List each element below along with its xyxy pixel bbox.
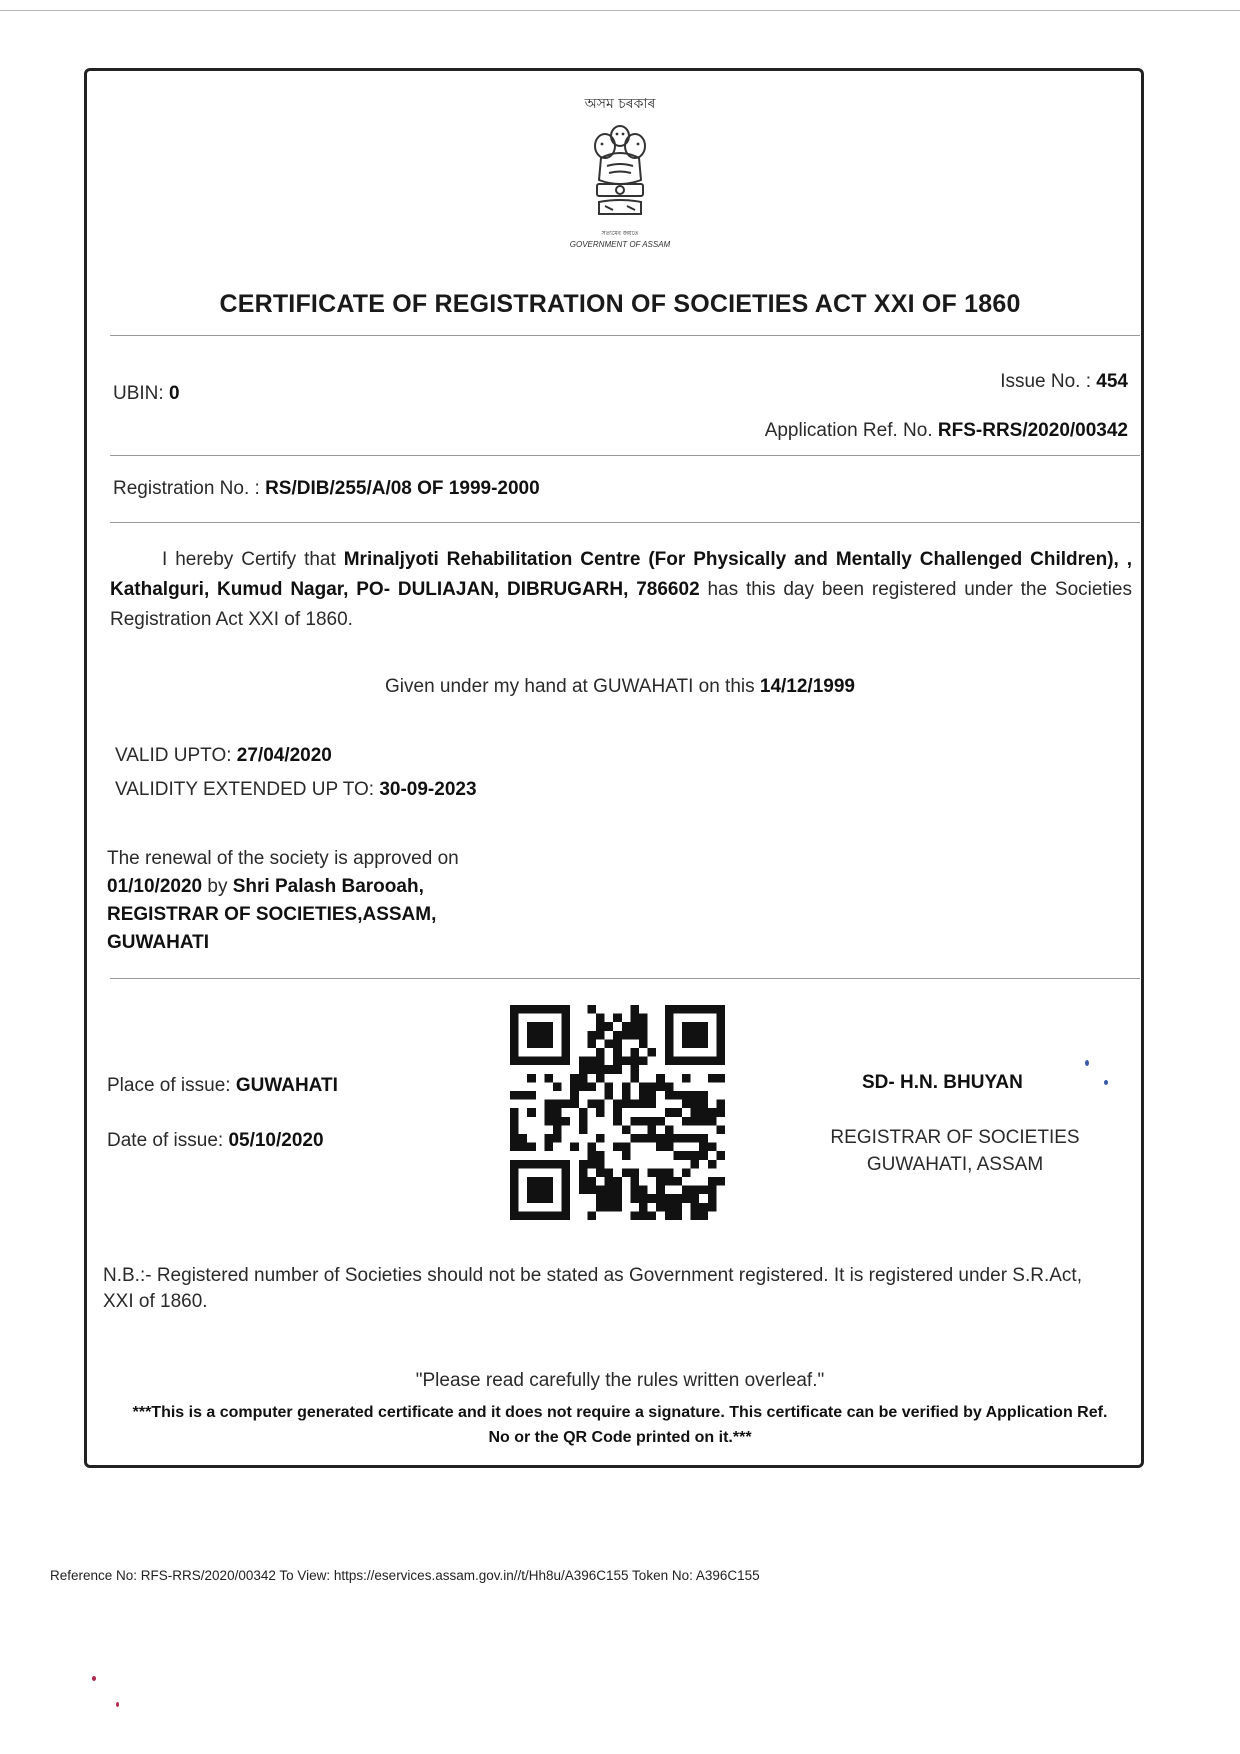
- divider: [110, 522, 1140, 523]
- place-value: GUWAHATI: [235, 1075, 338, 1096]
- valid-upto: [115, 745, 332, 767]
- page-top-rule: [0, 10, 1240, 11]
- renewal-text1: The renewal of the society is approved on: [107, 848, 459, 869]
- signatory-name: SD- H.N. BHUYAN: [862, 1072, 1023, 1093]
- place-of-issue: [107, 1075, 338, 1097]
- national-emblem-icon: [585, 118, 655, 233]
- rules-note: "Please read carefully the rules written overleaf.": [415, 1370, 825, 1391]
- given-under-hand: [0, 676, 1240, 698]
- valid-label: VALID UPTO:: [115, 745, 232, 766]
- application-ref: [765, 420, 1128, 442]
- renewal-text2: by: [207, 876, 228, 897]
- divider: [110, 455, 1140, 456]
- signatory-title: [760, 1124, 1150, 1178]
- divider: [110, 335, 1140, 336]
- registration-number: [113, 478, 540, 500]
- app-ref-value: RFS-RRS/2020/00342: [937, 420, 1128, 441]
- divider: [110, 978, 1140, 979]
- ink-speck: [1104, 1080, 1108, 1085]
- certificate-title: CERTIFICATE OF REGISTRATION OF SOCIETIES ACT XXI OF 1860: [219, 290, 1021, 318]
- society-name-address: Mrinaljyoti Rehabilitation Centre (For Physically and Mentally Challenged Children), , Kathalguri, Kumud Nagar, PO- DULIAJAN, DIBRUGARH, 786602: [110, 549, 1133, 600]
- certify-prefix: I hereby Certify that: [162, 549, 336, 570]
- app-ref-label: Application Ref. No.: [764, 420, 933, 441]
- emblem-subtitle: সত্যমেব জয়তে: [601, 231, 639, 237]
- ink-speck: [116, 1702, 119, 1707]
- certify-paragraph: [110, 545, 1132, 635]
- date-of-issue: [107, 1130, 324, 1152]
- certificate-frame: [84, 68, 1144, 1468]
- extended-value: 30-09-2023: [379, 779, 477, 800]
- qr-code-icon: [510, 1005, 725, 1220]
- ink-speck: [1085, 1060, 1089, 1066]
- extended-label: VALIDITY EXTENDED UP TO:: [115, 779, 375, 800]
- issue-number: [1000, 371, 1128, 393]
- signatory-title-line2: GUWAHATI, ASSAM: [866, 1154, 1044, 1175]
- validity-extended: [115, 779, 477, 801]
- given-text: Given under my hand at GUWAHATI on this: [385, 676, 755, 697]
- signatory-title-line1: REGISTRAR OF SOCIETIES: [830, 1127, 1080, 1148]
- place-label: Place of issue:: [107, 1075, 231, 1096]
- certify-suffix: has this day been registered under the Societies Registration Act XXI of 1860.: [110, 579, 1132, 630]
- nb-note: N.B.:- Registered number of Societies should not be stated as Government registered. It is registered under S.R.Act, XXI of 1860.: [103, 1265, 1082, 1312]
- issue-label: Issue No. :: [1000, 371, 1092, 392]
- registration-label: Registration No. :: [113, 478, 260, 499]
- assamese-title: অসম চৰকাৰ: [584, 96, 656, 112]
- ubin-value: 0: [168, 383, 180, 404]
- registration-value: RS/DIB/255/A/08 OF 1999-2000: [265, 478, 540, 499]
- computer-generated-note: ***This is a computer generated certificate and it does not require a signature. This certificate can be verified by Application Ref. No or the QR Code printed on it.***: [132, 1404, 1108, 1446]
- footer-reference: Reference No: RFS-RRS/2020/00342 To View: https://eservices.assam.gov.in//t/Hh8u/A396C155 Token No: A396C155: [50, 1568, 760, 1583]
- ubin-label: UBIN:: [113, 383, 164, 404]
- issue-value: 454: [1096, 371, 1128, 392]
- emblem-caption: GOVERNMENT OF ASSAM: [569, 240, 671, 249]
- date-label: Date of issue:: [107, 1130, 224, 1151]
- ink-speck: [92, 1676, 96, 1681]
- renewal-approver: Shri Palash Barooah, REGISTRAR OF SOCIETIES,ASSAM, GUWAHATI: [107, 876, 437, 953]
- date-value: 05/10/2020: [228, 1130, 324, 1151]
- ubin: [113, 383, 180, 405]
- given-date: 14/12/1999: [759, 676, 855, 697]
- renewal-statement: [107, 845, 467, 957]
- renewal-date: 01/10/2020: [107, 876, 203, 897]
- valid-value: 27/04/2020: [236, 745, 332, 766]
